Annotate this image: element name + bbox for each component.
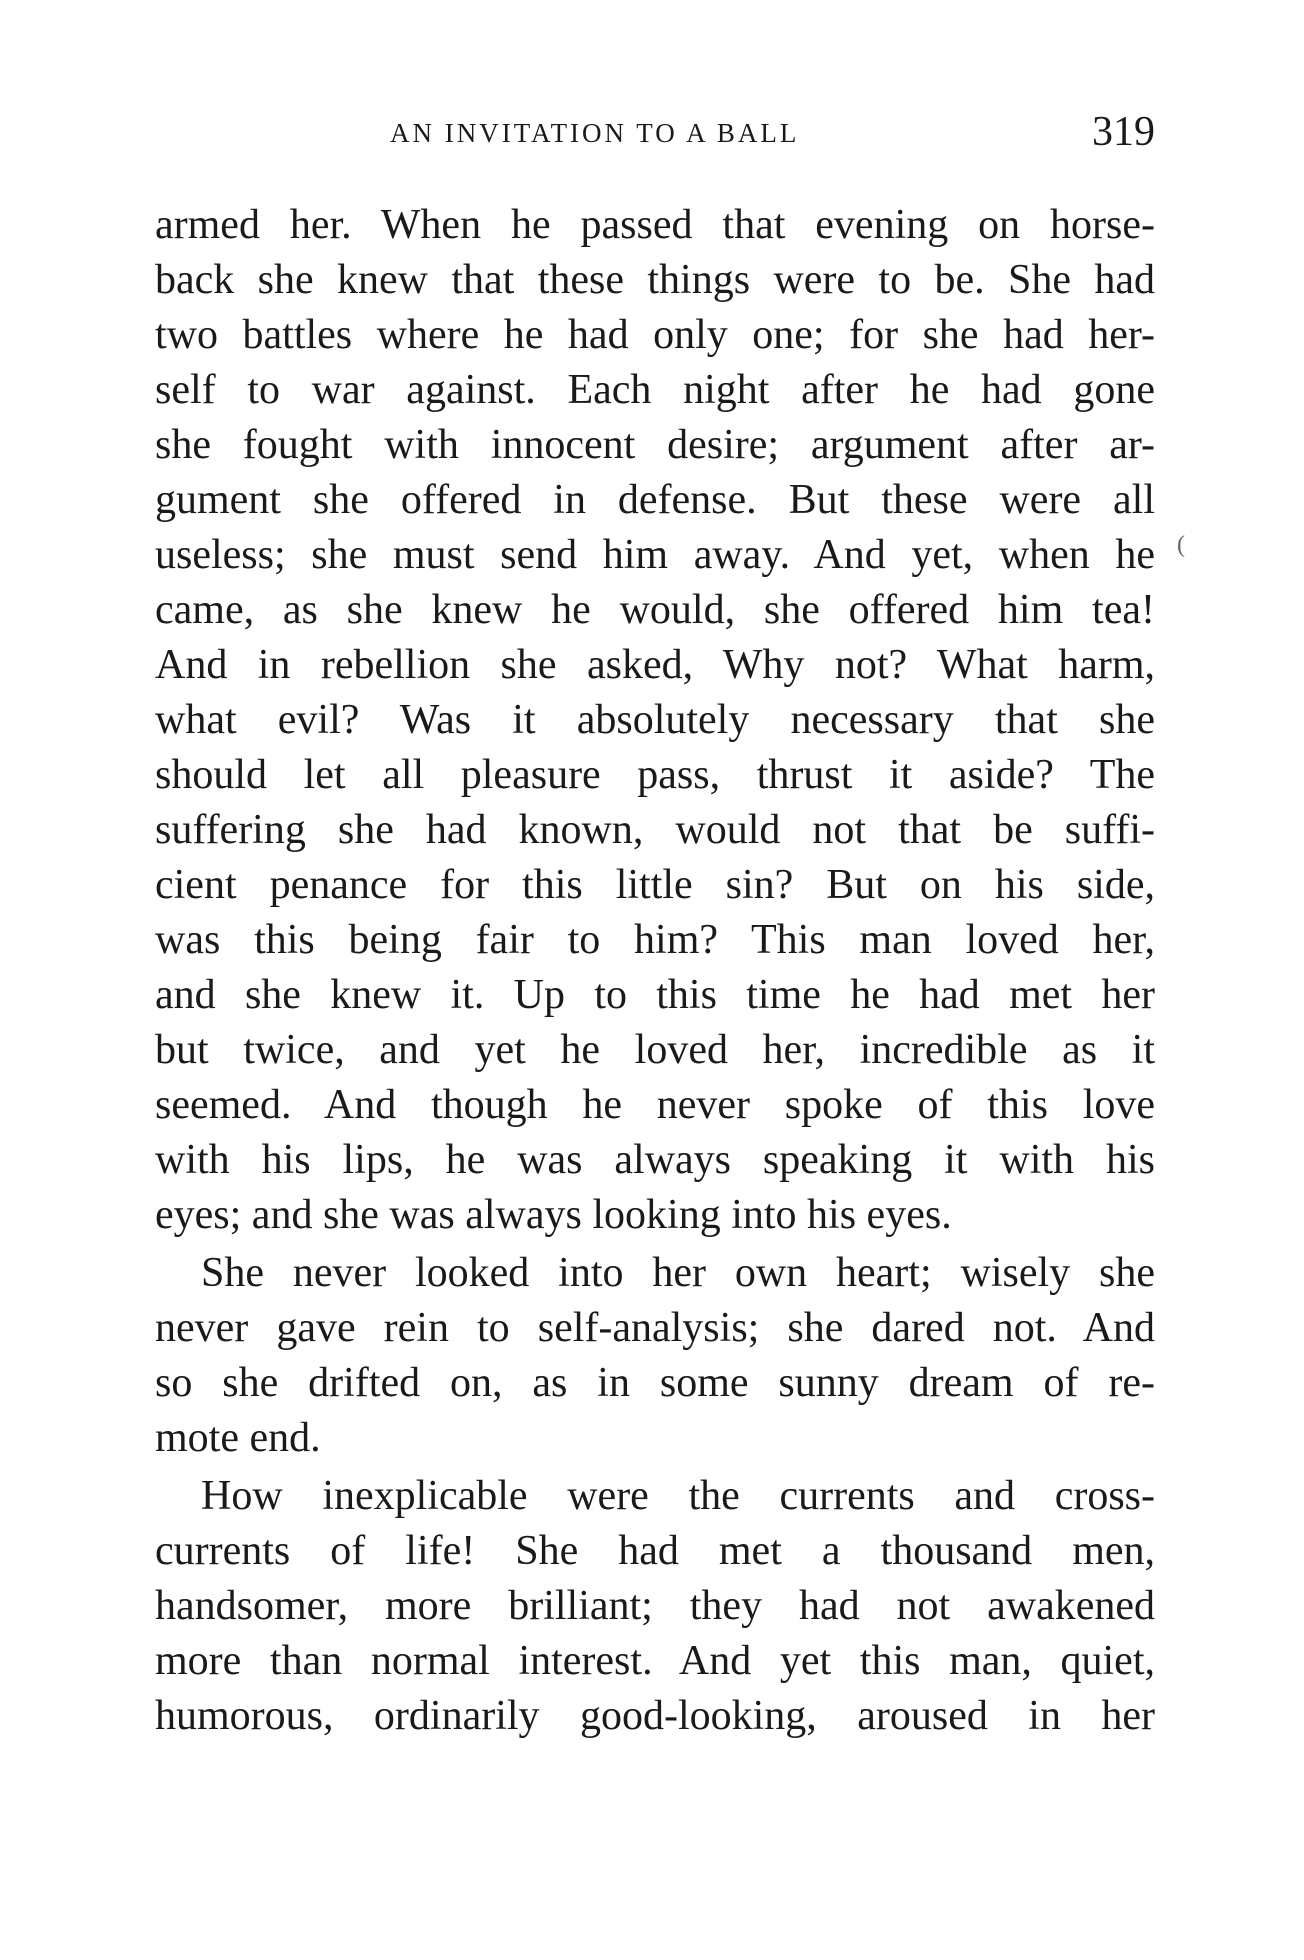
text-line: should let all pleasure pass, thrust it aside? The bbox=[155, 752, 1155, 798]
running-title: AN INVITATION TO A BALL bbox=[390, 118, 800, 148]
text-line: with his lips, he was always speaking it with his bbox=[155, 1137, 1155, 1183]
text-line: suffering she had known, would not that be suffi- bbox=[155, 807, 1155, 853]
paragraph bbox=[155, 198, 1155, 1243]
text-line: seemed. And though he never spoke of this love bbox=[155, 1082, 1155, 1128]
body-text bbox=[155, 198, 1155, 1744]
text-line: came, as she knew he would, she offered him tea! bbox=[155, 587, 1155, 633]
text-line: so she drifted on, as in some sunny dream of re- bbox=[155, 1360, 1155, 1406]
text-line: How inexplicable were the currents and cross- bbox=[201, 1473, 1155, 1519]
text-line: two battles where he had only one; for she had her- bbox=[155, 312, 1155, 358]
text-line: more than normal interest. And yet this man, quiet, bbox=[155, 1638, 1155, 1684]
text-line: she fought with innocent desire; argument after ar- bbox=[155, 422, 1155, 468]
text-line: handsomer, more brilliant; they had not awakened bbox=[155, 1583, 1155, 1629]
text-line: mote end. bbox=[155, 1415, 321, 1461]
text-line: what evil? Was it absolutely necessary that she bbox=[155, 697, 1155, 743]
text-line: eyes; and she was always looking into his eyes. bbox=[155, 1192, 952, 1238]
running-head bbox=[155, 108, 1155, 164]
text-line: She never looked into her own heart; wisely she bbox=[201, 1250, 1155, 1296]
page-number: 319 bbox=[1092, 109, 1155, 155]
text-line: cient penance for this little sin? But on his side, bbox=[155, 862, 1155, 908]
paragraph bbox=[155, 1246, 1155, 1466]
text-line: useless; she must send him away. And yet, when he bbox=[155, 532, 1155, 578]
text-line: armed her. When he passed that evening on horse- bbox=[155, 202, 1155, 248]
text-line: humorous, ordinarily good-looking, aroused in her bbox=[155, 1693, 1155, 1739]
text-line: back she knew that these things were to be. She had bbox=[155, 257, 1155, 303]
text-line: but twice, and yet he loved her, incredible as it bbox=[155, 1027, 1155, 1073]
text-line: currents of life! She had met a thousand men, bbox=[155, 1528, 1155, 1574]
text-line: was this being fair to him? This man loved her, bbox=[155, 917, 1155, 963]
text-line: gument she offered in defense. But these were all bbox=[155, 477, 1155, 523]
text-line: self to war against. Each night after he had gone bbox=[155, 367, 1155, 413]
margin-mark: ( bbox=[1177, 532, 1185, 558]
paragraph bbox=[155, 1469, 1155, 1744]
text-line: And in rebellion she asked, Why not? What harm, bbox=[155, 642, 1155, 688]
text-line: and she knew it. Up to this time he had met her bbox=[155, 972, 1155, 1018]
text-line: never gave rein to self-analysis; she dared not. And bbox=[155, 1305, 1155, 1351]
